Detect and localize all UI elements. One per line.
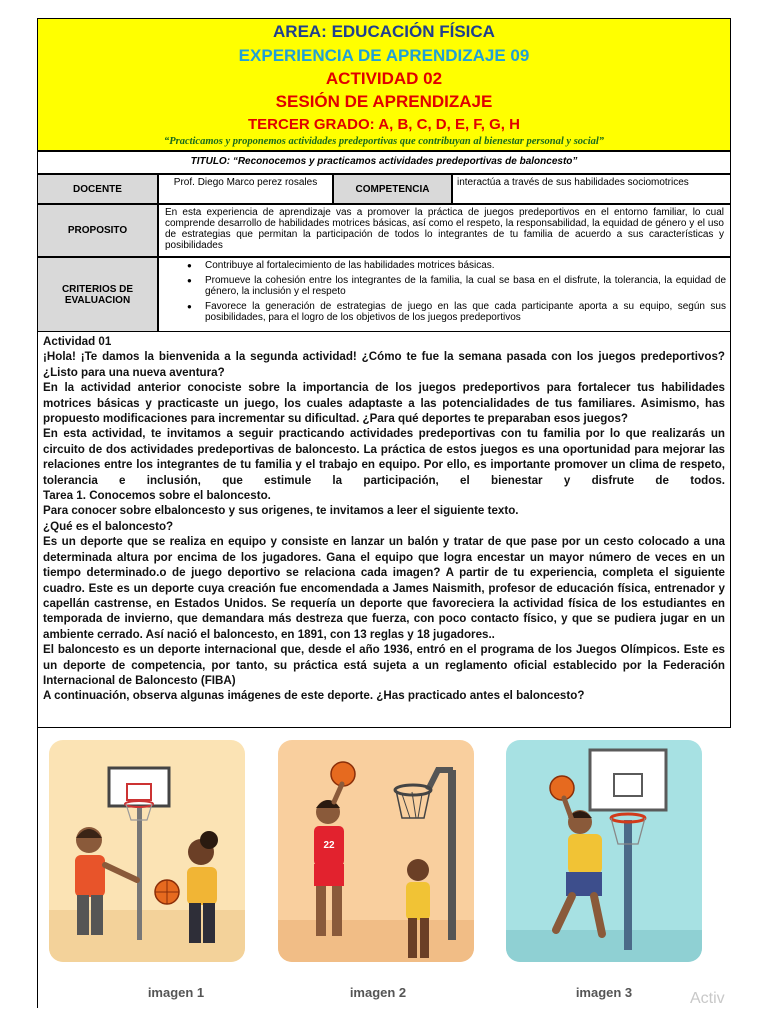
- tarea-heading: Tarea 1. Conocemos sobre el baloncesto.: [43, 489, 271, 503]
- criterio-item: ● Promueve la cohesión entre los integrantes de la familia, la cual se basa en el disfrute, la tolerancia, la equidad de género, la inclusión y el respeto: [159, 275, 730, 297]
- titulo-row: TITULO: “Reconocemos y practicamos actividades predeportivas de baloncesto”: [37, 151, 731, 174]
- competencia-value: interactúa a través de sus habilidades sociomotrices: [452, 174, 731, 204]
- activation-watermark: Activ: [690, 990, 725, 1007]
- body-paragraph: ¡Hola! ¡Te damos la bienvenida a la segunda actividad! ¿Cómo te fue la semana pasada con los juegos predeportivos? ¿Listo para una nueva aventura?: [43, 350, 725, 379]
- body-paragraph: Es un deporte que se realiza en equipo y consiste en lanzar un balón y tratar de que pase por un cesto colocado a una determinada altura por encima de los jugadores. Gana el equipo que logra encestar un mayor número de veces en un tiempo determinado.o de juego deportivo se relaciona cada imagen? A partir de tu experiencia, completa el siguiente cuadro. Este es un deporte cuya creación fue encomendada a James Naismith, profesor de educación física, entrenador y capellán castrense, en Estados Unidos. Se requería un deporte que favoreciera la actividad física de los estudiantes en temporada de invierno, que demandara más destreza que fuerza, con poco contacto físico, y que se pudiera jugar en un ambiente cerrado. Así nació el baloncesto, en 1891, con 13 reglas y 18 jugadores..: [43, 535, 725, 641]
- header-banner: [37, 18, 731, 151]
- body-paragraph: A continuación, observa algunas imágenes de este deporte. ¿Has practicado antes el baloncesto?: [43, 689, 585, 703]
- sesion-title: SESIÓN DE APRENDIZAJE: [275, 92, 493, 111]
- body-paragraph: El baloncesto es un deporte internacional que, desde el año 1936, entró en el programa de los Juegos Olímpicos. Este es un deporte de competencia, por tanto, su práctica está sujeta a un reglamento oficial establecido por la Federación Internacional de Baloncesto (FIBA): [43, 643, 725, 687]
- competencia-label: COMPETENCIA: [333, 174, 452, 204]
- image-caption-2: imagen 2: [349, 985, 407, 1000]
- actividad-title: ACTIVIDAD 02: [325, 69, 443, 88]
- grado-title: TERCER GRADO: A, B, C, D, E, F, G, H: [248, 116, 520, 133]
- basketball-image-1: [49, 740, 245, 962]
- proposito-label: PROPOSITO: [37, 204, 158, 257]
- criterios-label: CRITERIOS DE EVALUACION: [37, 257, 158, 332]
- body-paragraph: En esta actividad, te invitamos a seguir practicando actividades predeportivas con tu familia por lo que realizarás un circuito de dos actividades predeportivas de baloncesto. La práctica de estos juegos es una oportunidad para mejorar las relaciones entre los integrantes de tu familia y el trabajo en equipo. Por ello, es importante promover un clima de respeto, tolerancia e inclusión, que estimule la participación, el bienestar y disfrute de todos.: [43, 427, 725, 487]
- lema-text: “Practicamos y proponemos actividades predeportivas que contribuyan al bienestar personal y social”: [163, 136, 605, 147]
- body-paragraph: Para conocer sobre elbaloncesto y sus origenes, te invitamos a leer el siguiente texto.: [43, 504, 519, 518]
- docente-value: Prof. Diego Marco perez rosales: [158, 174, 333, 204]
- experiencia-title: EXPERIENCIA DE APRENDIZAJE 09: [238, 46, 530, 65]
- svg-text:22: 22: [323, 840, 335, 851]
- basketball-image-3: [506, 740, 702, 962]
- image-caption-3: imagen 3: [575, 985, 633, 1000]
- criterio-item: ● Contribuye al fortalecimiento de las habilidades motrices básicas.: [159, 260, 730, 271]
- actividad-heading: Actividad 01: [43, 335, 112, 348]
- image-caption-1: imagen 1: [147, 985, 205, 1000]
- basketball-image-2: [278, 740, 474, 962]
- docente-label: DOCENTE: [37, 174, 158, 204]
- body-paragraph: En la actividad anterior conociste sobre la importancia de los juegos predeportivos para fortalecer tus habilidades motrices básicas y practicaste un juego, los cuales adaptaste a las potencialidades de tus familiares. Asimismo, has propuesto modificaciones para incrementar su dificultad. ¿Para qué deportes te preparaban esos juegos?: [43, 381, 725, 426]
- criterios-list: [158, 257, 731, 332]
- area-title: AREA: EDUCACIÓN FÍSICA: [273, 22, 495, 41]
- proposito-value: En esta experiencia de aprendizaje vas a promover la práctica de juegos predeportivos en el entorno familiar, lo cual comprende desarrollo de habilidades motrices básicas, así como el respeto, la responsabilidad, la equidad de género y el uso de estrategias que permitan la participación de todos lo integrantes de tu familia de acuerdo a sus características y posibilidades: [158, 204, 731, 257]
- criterio-item: ● Favorece la generación de estrategias de juego en las que cada participante aporta a su equipo, según sus posibilidades, para el logro de los objetivos de los juegos predeportivos: [159, 301, 730, 323]
- activity-body: [37, 332, 731, 728]
- question-heading: ¿Qué es el baloncesto?: [43, 519, 174, 533]
